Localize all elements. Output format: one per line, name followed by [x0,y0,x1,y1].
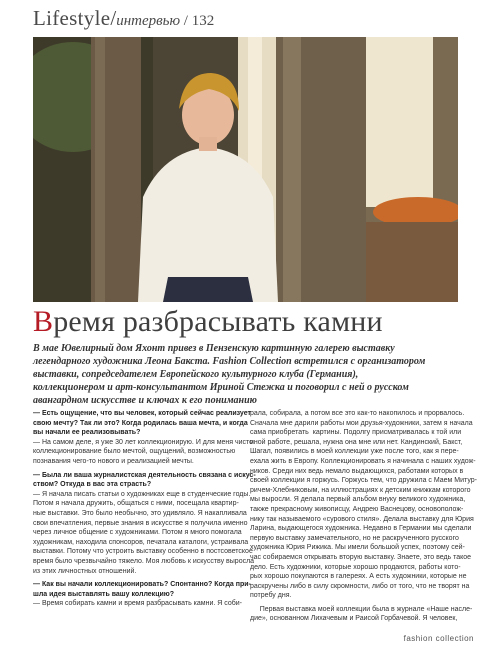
lead-line: легендарного художника Леона Бакста. Fashion Collection встретился с организатором [33,356,426,367]
answer-line: дело. Есть художники, которые хорошо продаются, работы кото- [250,563,461,571]
trousers [163,277,253,302]
question-line: ством? Откуда в вас эта страсть? [33,481,152,489]
answer-line: Шагал, появились в моей коллекции уже после того, как я пере- [250,448,459,456]
answer-line: мы выросли. Я делала первый альбом внуку великого художника, [250,496,466,504]
right-column [250,409,477,624]
answer-line: также прекрасному живописцу, Андрею Васнецову, основополож- [250,505,464,513]
answer-line: выставки. Потому что устроить выставку особенно в постсоветское [33,548,253,556]
answer-line: художникам, находила спонсоров, печатала каталоги, устраивала [33,538,249,546]
title-rest: ремя разбрасывать камни [53,305,383,338]
title-drop-letter: В [33,305,54,338]
answer-line: время было чрезвычайно тяжело. Моя любовь к искусству выросла [33,557,255,565]
answer-line: иной работе, решала, нужна она мне или нет. Кандинский, Бакст, [250,438,463,446]
answer-line: через личное общение с художниками. Потом я много помогала [33,529,242,537]
answer-line: Первая выставка моей коллекции была в журнале «Наше насле- [250,605,473,613]
answer-line: сама приобретать картины. Подолгу присматривалась к той или [250,429,462,437]
answer-line: потребу дня. [250,592,292,600]
answer-line: рых хорошо покупаются в галереях. А есть художники, которые не [250,573,467,581]
answer-line: своей коллекции я горжусь. Горжусь тем, что дружила с Маем Митур- [250,477,477,485]
header-separator: / [110,6,117,30]
portrait-photo [33,37,458,302]
answer-line: раскручены либо в силу скромности, либо от того, что не творят на [250,582,470,590]
question-line: — Есть ощущение, что вы человек, который сейчас реализует [33,410,251,417]
article-lead [33,342,459,407]
answer-line: первую выставку замечательного, но не раскрученного русского [250,534,459,542]
section-name: интервью [116,13,181,29]
question-line: свою мечту? Так ли это? Когда родилась ваша мечта, и когда [33,419,248,427]
section-brand: Lifestyle [33,6,111,30]
answer-line: свои впечатления, первые знания в искусстве я получила именно [33,519,248,527]
answer-line: рала, собирала, а потом все это как-то накопилось и прорвалось. [250,410,465,417]
answer-line: — Время собирать камни и время разбрасывать камни. Я соби- [33,600,242,608]
answer-line: коллекционирование было мечтой, ощущений, возможностью [33,448,236,456]
answer-line: нику так называемого «сурового стиля». Делала выставку для Юрия [250,515,474,523]
answer-line: Сначала мне дарили работы мои друзья-художники, затем я начала [250,419,473,427]
answer-line: ричем-Хлебниковым, на иллюстрациях к детским книжкам которого [250,486,471,494]
lead-line: В мае Ювелирный дом Яхонт привез в Пензенскую картинную галерею выставку [33,343,395,354]
page-number: 132 [191,13,215,29]
answer-line: дие», основанном Лихачевым и Раисой Горбачевой. Я человек, [250,615,458,623]
neck [199,137,217,151]
page-separator: / [180,13,192,29]
answer-line: ехала жить в Европу. Коллекционировать я начинала с наших худож- [250,457,476,465]
article-title [33,304,473,340]
question-line: — Как вы начали коллекционировать? Спонтанно? Когда при- [33,581,251,589]
answer-line: познавания чего-то нового и реализацией мечты. [33,457,194,465]
question-line: вы начали ее реализовывать? [33,429,141,437]
wooden-wall [363,222,458,302]
answer-line: художника Юрия Рижика. Мы имели большой успех, поэтому сей- [250,544,465,552]
left-column [33,409,256,609]
portrait-illustration [33,37,458,302]
curtain-right [363,37,433,207]
question-line: шла идея выставлять вашу коллекцию? [33,590,175,598]
answer-line: ников. Среди них ведь немало выдающихся, работами которых в [250,467,464,475]
answer-line: из этих личностных отношений. [33,567,137,575]
answer-line: — На самом деле, я уже 30 лет коллекционирую. И для меня чисто [33,438,254,446]
tree-trunk-left-highlight [95,37,105,302]
answer-line: Потом я начала дружить, общаться с ними, посещала квартир- [33,500,239,508]
answer-line: час собираемся открывать вторую выставку. Знаете, это ведь такое [250,553,472,561]
page-header [33,6,214,34]
answer-line: ные выставки. Это было необычно, это удивляло. Я накапливала [33,509,247,517]
tree-trunk-right-highlight [283,37,301,302]
footer-brand: fashion collection [403,634,474,643]
lead-line: авангардном искусстве и ключах к его пониманию [33,395,257,406]
question-line: — Была ли ваша журналистская деятельность связана с искус- [33,471,256,479]
lead-line: выставки, сопредседателем Европейского культурного клуба (Германия), [33,369,359,380]
answer-line: Ларина, выдающегося художника. Недавно в Германии мы сделали [250,525,472,533]
lead-line: коллекционером и арт-консультантом Ириной Стежка и поговорил с ней о русском [33,382,409,393]
answer-line: — Я начала писать статьи о художниках еще в студенческие годы. [33,490,251,498]
